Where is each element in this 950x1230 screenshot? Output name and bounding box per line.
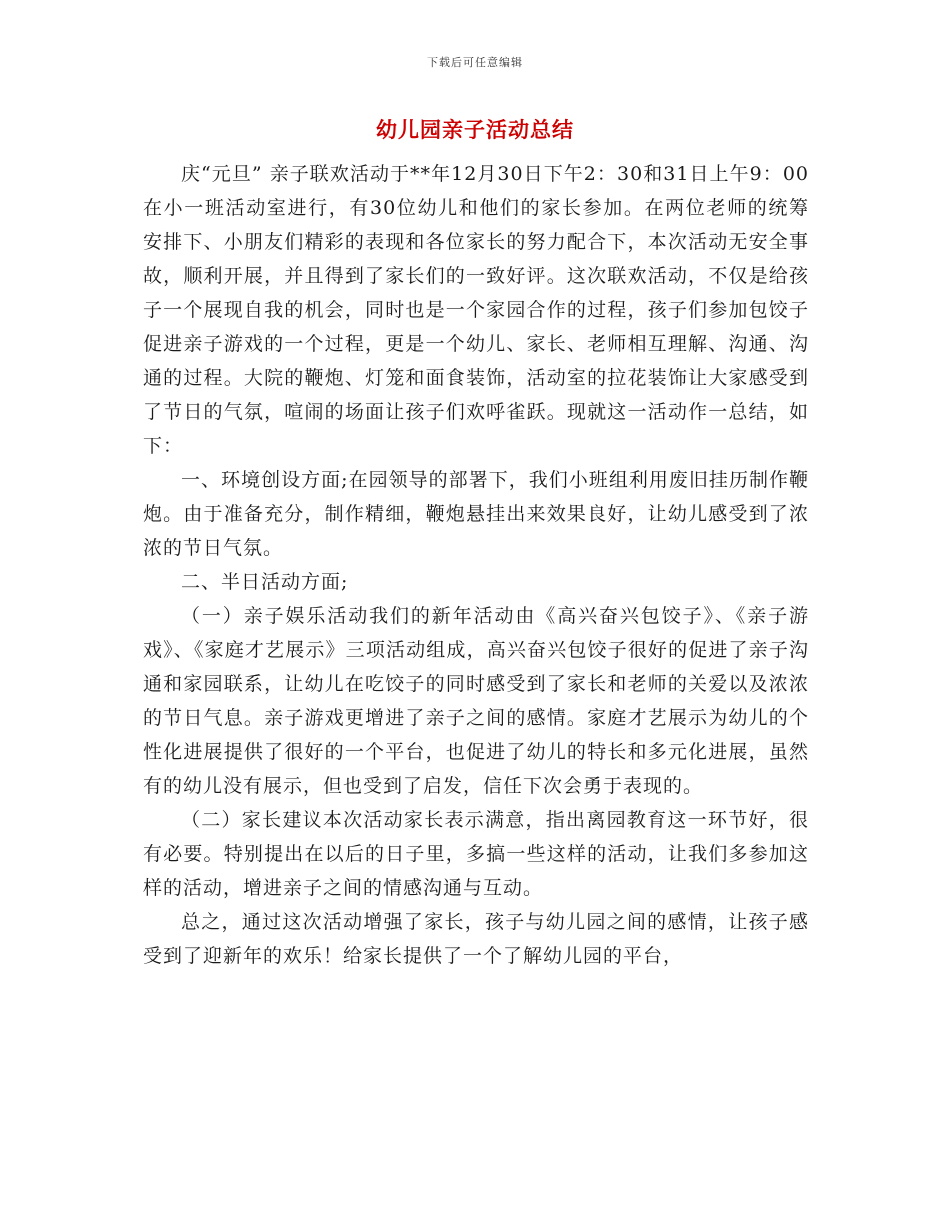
paragraph-half-day-heading: 二、半日活动方面; [181,571,349,593]
paragraph-parent-child-activities: （一）亲子娱乐活动我们的新年活动由《高兴奋兴包饺子》、《亲子游戏》、《家庭才艺展示》三项活动组成，高兴奋兴包饺子很好的促进了亲子沟通和家园联系，让幼儿在吃饺子的同时感受到了家长和老师的关爱以及浓浓的节日气息。亲子游戏更增进了亲子之间的感情。家庭才艺展示为幼儿的个性化进展提供了很好的一个平台，也促进了幼儿的特长和多元化进展，虽然有的幼儿没有展示，但也受到了启发，信任下次会勇于表现的。 [143,605,809,797]
header-note: 下载后可任意编辑 [427,56,523,69]
paragraph-summary: 总之，通过这次活动增强了家长，孩子与幼儿园之间的感情，让孩子感受到了迎新年的欢乐！给家长提供了一个了解幼儿园的平台， [143,911,809,967]
paragraph-parent-suggestions: （二）家长建议本次活动家长表示满意，指出离园教育这一环节好，很有必要。特别提出在以后的日子里，多搞一些这样的活动，让我们多参加这样的活动，增进亲子之间的情感沟通与互动。 [143,809,809,899]
document-title: 幼儿园亲子活动总结 [376,118,574,142]
paragraph-intro: 庆“元旦” 亲子联欢活动于**年12月30日下午2：30和31日上午9：00在小一班活动室进行，有30位幼儿和他们的家长参加。在两位老师的统筹安排下、小朋友们精彩的表现和各位家长的努力配合下，本次活动无安全事故，顺利开展，并且得到了家长们的一致好评。这次联欢活动，不仅是给孩子一个展现自我的机会，同时也是一个家园合作的过程，孩子们参加包饺子促进亲子游戏的一个过程，更是一个幼儿、家长、老师相互理解、沟通、沟通的过程。大院的鞭炮、灯笼和面食装饰，活动室的拉花装饰让大家感受到了节日的气氛，喧闹的场面让孩子们欢呼雀跃。现就这一活动作一总结，如下： [143,163,809,457]
document-body [143,157,809,973]
paragraph-environment: 一、环境创设方面;在园领导的部署下，我们小班组利用废旧挂历制作鞭炮。由于准备充分，制作精细，鞭炮悬挂出来效果良好，让幼儿感受到了浓浓的节日气氛。 [143,469,809,559]
